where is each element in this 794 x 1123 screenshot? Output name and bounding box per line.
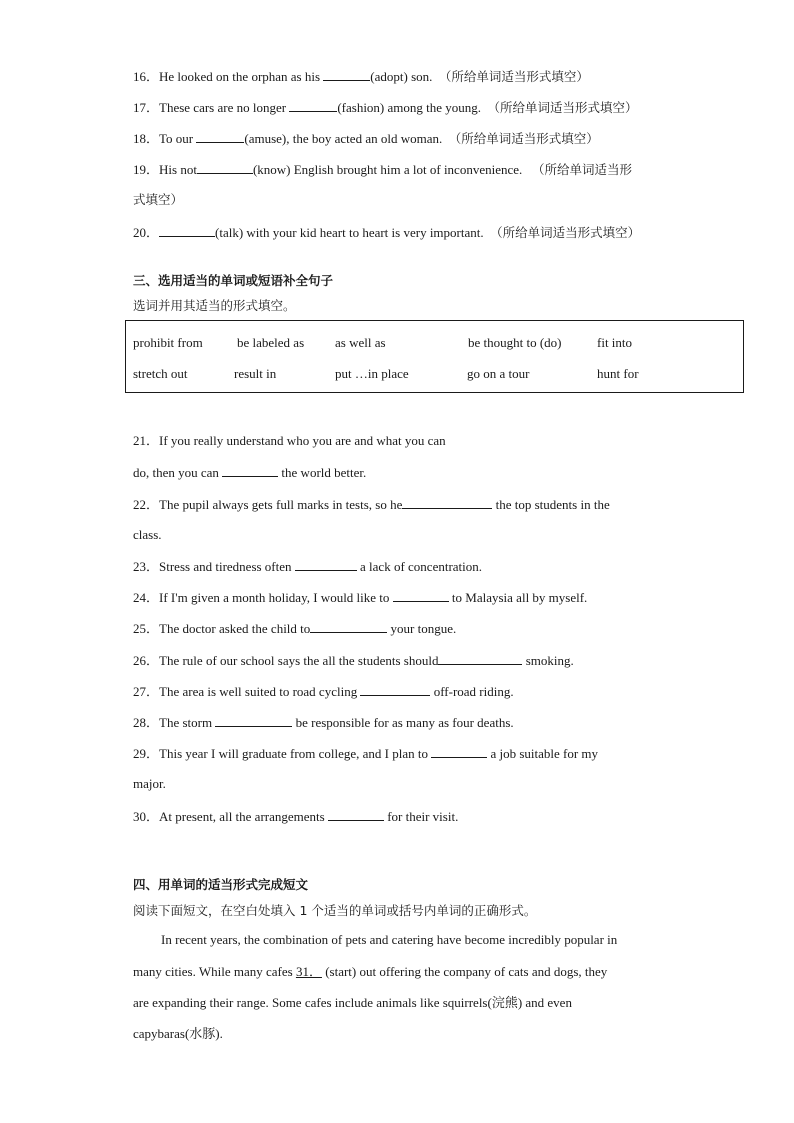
question-21-continuation: do, then you can the world better. <box>133 465 367 480</box>
question-number: 23． <box>133 559 160 574</box>
answer-blank[interactable] <box>159 224 215 237</box>
word-option: as well as <box>335 335 386 350</box>
question-30: 30．At present, all the arrangements for their visit. <box>133 809 459 824</box>
question-18: 18．To our (amuse), the boy acted an old woman. （所给单词适当形式填空） <box>133 131 599 146</box>
question-17: 17．These cars are no longer (fashion) among the young. （所给单词适当形式填空） <box>133 100 638 115</box>
question-22: 22．The pupil always gets full marks in tests, so he the top students in the <box>133 497 610 512</box>
word-option: go on a tour <box>467 366 530 381</box>
answer-blank[interactable] <box>360 683 430 696</box>
question-number: 24． <box>133 590 160 605</box>
passage-line-4: capybaras(水豚). <box>133 1026 223 1041</box>
question-number: 27． <box>133 684 160 699</box>
question-25: 25．The doctor asked the child to your tongue. <box>133 621 457 636</box>
question-22-continuation: class. <box>133 527 162 542</box>
question-26: 26．The rule of our school says the all the students should smoking. <box>133 653 574 668</box>
answer-blank[interactable] <box>295 558 357 571</box>
answer-blank[interactable] <box>197 161 253 174</box>
question-20: 20． (talk) with your kid heart to heart is very important. （所给单词适当形式填空） <box>133 225 641 240</box>
question-number: 20． <box>133 225 160 240</box>
question-29-continuation: major. <box>133 776 166 791</box>
question-number: 21． <box>133 433 160 448</box>
word-option: put …in place <box>335 366 409 381</box>
question-24: 24．If I'm given a month holiday, I would like to to Malaysia all by myself. <box>133 590 588 605</box>
answer-blank[interactable] <box>289 99 337 112</box>
passage-line-1: In recent years, the combination of pets and catering have become incredibly popular in <box>161 932 618 947</box>
word-bank-box <box>125 320 744 393</box>
word-option: fit into <box>597 335 633 350</box>
question-28: 28．The storm be responsible for as many as four deaths. <box>133 715 514 730</box>
question-number: 18． <box>133 131 160 146</box>
section-3-title: 三、选用适当的单词或短语补全句子 <box>133 273 334 288</box>
answer-blank[interactable] <box>196 130 244 143</box>
question-27: 27．The area is well suited to road cycling off-road riding. <box>133 684 514 699</box>
question-29: 29．This year I will graduate from college, and I plan to a job suitable for my <box>133 746 599 761</box>
question-number: 30． <box>133 809 160 824</box>
word-option: result in <box>234 366 277 381</box>
question-number: 29． <box>133 746 160 761</box>
answer-blank[interactable] <box>402 496 492 509</box>
section-4-instruction: 阅读下面短文，在空白处填入 1 个适当的单词或括号内单词的正确形式。 <box>133 903 537 918</box>
question-16: 16．He looked on the orphan as his (adopt) son. （所给单词适当形式填空） <box>133 69 589 84</box>
answer-blank[interactable] <box>323 68 370 81</box>
answer-blank[interactable] <box>393 589 449 602</box>
question-21: 21．If you really understand who you are and what you can <box>133 433 446 448</box>
question-number: 26． <box>133 653 160 668</box>
word-option: prohibit from <box>133 335 203 350</box>
question-number: 28． <box>133 715 160 730</box>
answer-blank[interactable] <box>438 652 522 665</box>
section-4-title: 四、用单词的适当形式完成短文 <box>133 877 309 892</box>
blank-31[interactable]: 31． <box>295 964 322 979</box>
passage-line-3: are expanding their range. Some cafes include animals like squirrels(浣熊) and even <box>133 995 572 1010</box>
word-option: be thought to (do) <box>468 335 562 350</box>
word-option: hunt for <box>597 366 639 381</box>
answer-blank[interactable] <box>431 745 487 758</box>
answer-blank[interactable] <box>328 808 384 821</box>
answer-blank[interactable] <box>310 620 387 633</box>
question-23: 23．Stress and tiredness often a lack of concentration. <box>133 559 483 574</box>
question-number: 25． <box>133 621 160 636</box>
word-option: be labeled as <box>237 335 305 350</box>
word-option: stretch out <box>133 366 188 381</box>
answer-blank[interactable] <box>222 464 278 477</box>
answer-blank[interactable] <box>215 714 292 727</box>
question-number: 17． <box>133 100 160 115</box>
question-number: 16． <box>133 69 160 84</box>
question-number: 19． <box>133 162 160 177</box>
section-3-instruction: 选词并用其适当的形式填空。 <box>133 298 296 313</box>
question-19-continuation: 式填空） <box>133 192 184 207</box>
question-number: 22． <box>133 497 160 512</box>
question-19: 19．His not (know) English brought him a lot of inconvenience. （所给单词适当形 <box>133 162 633 177</box>
passage-line-2: many cities. While many cafes 31． (start) out offering the company of cats and dogs, they <box>133 964 608 979</box>
